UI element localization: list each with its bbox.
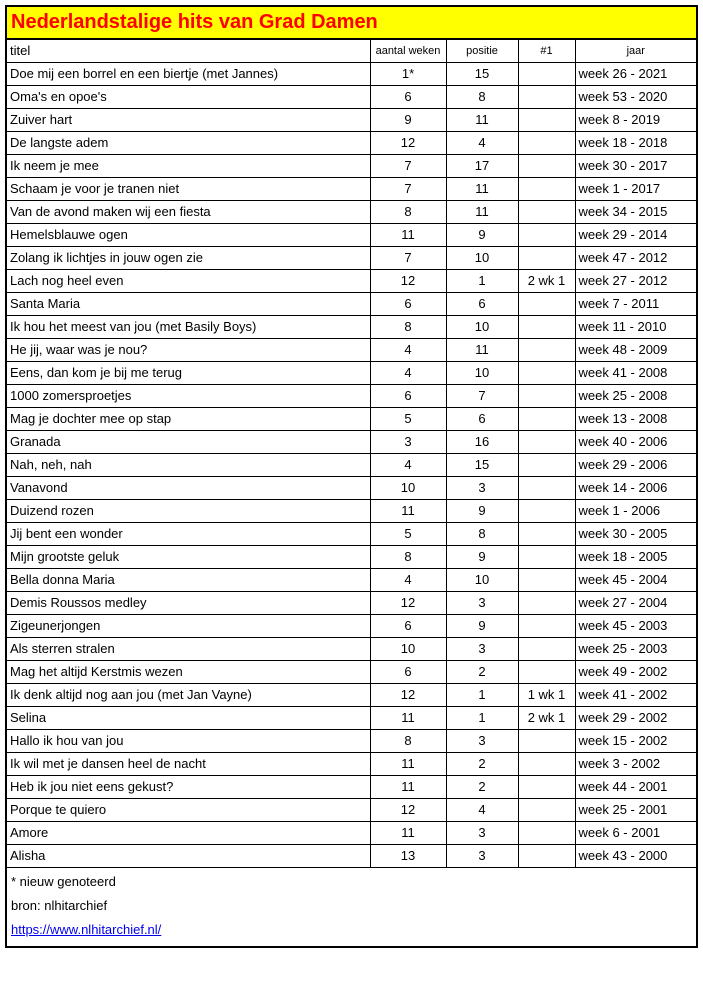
cell-nummer-een [518,845,575,868]
footnote: * nieuw genoteerd [11,874,116,889]
cell-nummer-een [518,63,575,86]
cell-positie: 9 [446,615,518,638]
page-title: Nederlandstalige hits van Grad Damen [7,7,696,39]
table-row [7,454,696,477]
cell-nummer-een [518,431,575,454]
cell-jaar: week 15 - 2002 [575,730,696,753]
cell-jaar: week 53 - 2020 [575,86,696,109]
cell-nummer-een [518,592,575,615]
spreadsheet [5,5,698,948]
cell-titel: Oma's en opoe's [7,86,370,109]
cell-positie: 1 [446,707,518,730]
cell-aantal-weken: 11 [370,500,446,523]
cell-jaar: week 1 - 2017 [575,178,696,201]
cell-nummer-een [518,523,575,546]
cell-jaar: week 44 - 2001 [575,776,696,799]
cell-positie: 10 [446,316,518,339]
table-row [7,316,696,339]
cell-titel: Lach nog heel even [7,270,370,293]
cell-titel: He jij, waar was je nou? [7,339,370,362]
cell-jaar: week 45 - 2003 [575,615,696,638]
cell-nummer-een [518,638,575,661]
cell-aantal-weken: 3 [370,431,446,454]
table-row [7,270,696,293]
cell-titel: Mijn grootste geluk [7,546,370,569]
cell-nummer-een [518,753,575,776]
cell-aantal-weken: 12 [370,132,446,155]
table-header-row [7,40,696,63]
cell-titel: Zigeunerjongen [7,615,370,638]
cell-aantal-weken: 8 [370,316,446,339]
cell-titel: Selina [7,707,370,730]
cell-titel: Ik denk altijd nog aan jou (met Jan Vayne) [7,684,370,707]
cell-jaar: week 49 - 2002 [575,661,696,684]
cell-positie: 15 [446,63,518,86]
cell-aantal-weken: 7 [370,247,446,270]
cell-nummer-een [518,385,575,408]
cell-titel: Jij bent een wonder [7,523,370,546]
cell-jaar: week 47 - 2012 [575,247,696,270]
cell-aantal-weken: 1* [370,63,446,86]
cell-aantal-weken: 6 [370,385,446,408]
cell-nummer-een [518,408,575,431]
cell-aantal-weken: 11 [370,776,446,799]
table-row [7,86,696,109]
cell-aantal-weken: 10 [370,477,446,500]
cell-positie: 3 [446,477,518,500]
cell-aantal-weken: 10 [370,638,446,661]
cell-positie: 11 [446,201,518,224]
cell-positie: 11 [446,339,518,362]
cell-positie: 11 [446,178,518,201]
cell-nummer-een [518,569,575,592]
cell-nummer-een [518,86,575,109]
cell-titel: Porque te quiero [7,799,370,822]
table-row [7,247,696,270]
cell-jaar: week 7 - 2011 [575,293,696,316]
table-row [7,684,696,707]
cell-positie: 16 [446,431,518,454]
table-row [7,385,696,408]
table-row [7,63,696,86]
cell-jaar: week 6 - 2001 [575,822,696,845]
cell-aantal-weken: 13 [370,845,446,868]
table-row [7,592,696,615]
table-body [7,40,696,868]
cell-positie: 10 [446,569,518,592]
table-row [7,224,696,247]
cell-nummer-een [518,339,575,362]
cell-nummer-een [518,201,575,224]
cell-aantal-weken: 11 [370,707,446,730]
cell-jaar: week 40 - 2006 [575,431,696,454]
table-row [7,546,696,569]
table-row [7,201,696,224]
cell-nummer-een: 2 wk 1 [518,270,575,293]
cell-nummer-een [518,822,575,845]
cell-titel: Zolang ik lichtjes in jouw ogen zie [7,247,370,270]
cell-nummer-een [518,178,575,201]
table-row [7,776,696,799]
table-row [7,730,696,753]
table-row [7,615,696,638]
cell-positie: 2 [446,753,518,776]
cell-aantal-weken: 4 [370,454,446,477]
cell-aantal-weken: 6 [370,293,446,316]
cell-jaar: week 25 - 2003 [575,638,696,661]
cell-titel: 1000 zomersproetjes [7,385,370,408]
cell-titel: Alisha [7,845,370,868]
cell-jaar: week 41 - 2002 [575,684,696,707]
cell-titel: Vanavond [7,477,370,500]
table-row [7,431,696,454]
cell-aantal-weken: 6 [370,661,446,684]
cell-aantal-weken: 9 [370,109,446,132]
cell-titel: Nah, neh, nah [7,454,370,477]
cell-titel: Mag het altijd Kerstmis wezen [7,661,370,684]
cell-jaar: week 18 - 2005 [575,546,696,569]
source-link[interactable]: https://www.nlhitarchief.nl/ [11,922,162,937]
cell-nummer-een [518,224,575,247]
cell-aantal-weken: 12 [370,799,446,822]
cell-titel: Ik hou het meest van jou (met Basily Boys) [7,316,370,339]
source-label: bron: nlhitarchief [11,898,108,913]
header-jaar: jaar [575,40,696,63]
cell-aantal-weken: 6 [370,86,446,109]
cell-jaar: week 27 - 2012 [575,270,696,293]
cell-jaar: week 27 - 2004 [575,592,696,615]
cell-positie: 17 [446,155,518,178]
cell-nummer-een [518,109,575,132]
cell-jaar: week 34 - 2015 [575,201,696,224]
cell-nummer-een [518,615,575,638]
cell-titel: Bella donna Maria [7,569,370,592]
cell-aantal-weken: 8 [370,201,446,224]
cell-titel: Ik wil met je dansen heel de nacht [7,753,370,776]
cell-titel: Schaam je voor je tranen niet [7,178,370,201]
cell-jaar: week 13 - 2008 [575,408,696,431]
cell-titel: Heb ik jou niet eens gekust? [7,776,370,799]
cell-titel: Van de avond maken wij een fiesta [7,201,370,224]
cell-positie: 9 [446,224,518,247]
cell-positie: 3 [446,822,518,845]
cell-jaar: week 30 - 2017 [575,155,696,178]
table-row [7,408,696,431]
header-positie: positie [446,40,518,63]
table-row [7,707,696,730]
table-row [7,293,696,316]
cell-aantal-weken: 4 [370,339,446,362]
cell-aantal-weken: 4 [370,569,446,592]
footer [7,868,696,946]
cell-titel: Granada [7,431,370,454]
cell-jaar: week 25 - 2001 [575,799,696,822]
table-row [7,155,696,178]
cell-jaar: week 29 - 2002 [575,707,696,730]
cell-aantal-weken: 7 [370,178,446,201]
cell-jaar: week 43 - 2000 [575,845,696,868]
cell-positie: 3 [446,730,518,753]
cell-positie: 9 [446,500,518,523]
cell-titel: Duizend rozen [7,500,370,523]
cell-titel: Hallo ik hou van jou [7,730,370,753]
table-row [7,753,696,776]
table-row [7,132,696,155]
cell-nummer-een [518,293,575,316]
cell-positie: 4 [446,132,518,155]
cell-aantal-weken: 11 [370,753,446,776]
cell-positie: 3 [446,592,518,615]
cell-jaar: week 29 - 2014 [575,224,696,247]
table-row [7,822,696,845]
cell-nummer-een: 2 wk 1 [518,707,575,730]
table-row [7,799,696,822]
cell-jaar: week 48 - 2009 [575,339,696,362]
cell-nummer-een [518,500,575,523]
cell-jaar: week 18 - 2018 [575,132,696,155]
cell-titel: Demis Roussos medley [7,592,370,615]
cell-aantal-weken: 5 [370,523,446,546]
cell-titel: Amore [7,822,370,845]
hits-table [7,39,696,868]
cell-positie: 7 [446,385,518,408]
cell-nummer-een [518,776,575,799]
cell-positie: 1 [446,684,518,707]
table-row [7,523,696,546]
cell-positie: 10 [446,362,518,385]
cell-nummer-een [518,661,575,684]
cell-aantal-weken: 7 [370,155,446,178]
header-aantal-weken: aantal weken [370,40,446,63]
cell-titel: Hemelsblauwe ogen [7,224,370,247]
cell-jaar: week 26 - 2021 [575,63,696,86]
cell-positie: 1 [446,270,518,293]
cell-positie: 3 [446,638,518,661]
cell-aantal-weken: 12 [370,592,446,615]
table-row [7,500,696,523]
cell-jaar: week 3 - 2002 [575,753,696,776]
cell-positie: 8 [446,86,518,109]
cell-positie: 4 [446,799,518,822]
table-row [7,661,696,684]
cell-positie: 10 [446,247,518,270]
cell-jaar: week 41 - 2008 [575,362,696,385]
cell-positie: 3 [446,845,518,868]
cell-aantal-weken: 12 [370,270,446,293]
cell-aantal-weken: 12 [370,684,446,707]
cell-jaar: week 25 - 2008 [575,385,696,408]
cell-nummer-een [518,362,575,385]
table-row [7,477,696,500]
cell-nummer-een [518,316,575,339]
cell-jaar: week 45 - 2004 [575,569,696,592]
cell-jaar: week 1 - 2006 [575,500,696,523]
cell-nummer-een [518,546,575,569]
cell-jaar: week 30 - 2005 [575,523,696,546]
cell-titel: Santa Maria [7,293,370,316]
cell-aantal-weken: 11 [370,224,446,247]
cell-aantal-weken: 6 [370,615,446,638]
cell-positie: 15 [446,454,518,477]
cell-titel: Mag je dochter mee op stap [7,408,370,431]
table-row [7,638,696,661]
cell-titel: Eens, dan kom je bij me terug [7,362,370,385]
cell-jaar: week 14 - 2006 [575,477,696,500]
cell-titel: Doe mij een borrel en een biertje (met Jannes) [7,63,370,86]
cell-titel: Zuiver hart [7,109,370,132]
cell-positie: 11 [446,109,518,132]
cell-nummer-een [518,730,575,753]
cell-jaar: week 29 - 2006 [575,454,696,477]
cell-positie: 8 [446,523,518,546]
cell-aantal-weken: 4 [370,362,446,385]
cell-titel: Ik neem je mee [7,155,370,178]
header-nummer-een: #1 [518,40,575,63]
cell-aantal-weken: 11 [370,822,446,845]
table-row [7,362,696,385]
header-titel: titel [7,40,370,63]
cell-nummer-een [518,132,575,155]
cell-nummer-een: 1 wk 1 [518,684,575,707]
table-row [7,569,696,592]
cell-aantal-weken: 8 [370,546,446,569]
cell-positie: 2 [446,661,518,684]
cell-titel: De langste adem [7,132,370,155]
table-row [7,845,696,868]
cell-jaar: week 8 - 2019 [575,109,696,132]
cell-aantal-weken: 8 [370,730,446,753]
cell-nummer-een [518,247,575,270]
cell-positie: 6 [446,293,518,316]
cell-jaar: week 11 - 2010 [575,316,696,339]
cell-aantal-weken: 5 [370,408,446,431]
cell-positie: 9 [446,546,518,569]
cell-positie: 2 [446,776,518,799]
cell-titel: Als sterren stralen [7,638,370,661]
cell-nummer-een [518,155,575,178]
table-row [7,109,696,132]
cell-nummer-een [518,799,575,822]
cell-positie: 6 [446,408,518,431]
cell-nummer-een [518,454,575,477]
table-row [7,339,696,362]
cell-nummer-een [518,477,575,500]
table-row [7,178,696,201]
